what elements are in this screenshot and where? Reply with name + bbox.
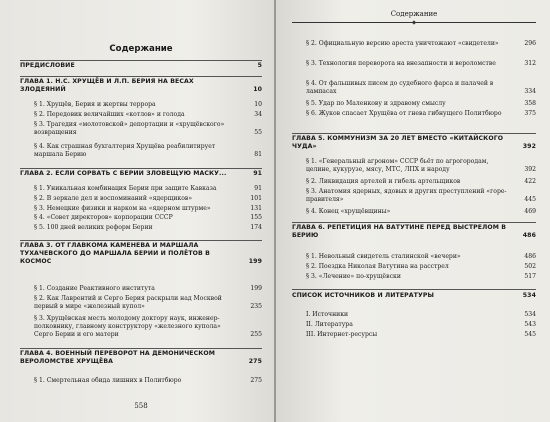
toc-entry-title: § 3. Хрущёвская месть молодому доктору наук, инженер-полковнику, главному конструктору «железного купола» Серго Берии и его матери: [34, 315, 221, 338]
toc-section[interactable]: [292, 80, 536, 96]
toc-section[interactable]: [292, 273, 536, 281]
toc-section[interactable]: [20, 205, 262, 213]
header-ornament: [412, 20, 416, 24]
toc-entry-page: 155: [250, 214, 262, 221]
toc-entry-page: 312: [524, 60, 536, 67]
toc-entry-title: § 1. «Генеральный агроном» СССР бьёт по агрогородам, целине, кукурузе, мясу, МТС, ЛПХ и народу: [306, 158, 489, 173]
toc-section[interactable]: [20, 111, 262, 119]
toc-entry-page: 486: [522, 232, 536, 239]
toc-entry-page: 517: [524, 273, 536, 280]
toc-entry-title: ГЛАВА 6. РЕПЕТИЦИЯ НА ВАТУТИНЕ ПЕРЕД ВЫСТРЕЛОМ В БЕРИЮ: [292, 224, 507, 239]
divider: [20, 60, 262, 61]
toc-entry-page: 10: [253, 86, 262, 93]
toc-entry-title: § 2. Передовик величайших «котлов» и голода: [34, 111, 185, 118]
toc-entry-title: § 5. Удар по Маленкову и здравому смыслу: [306, 100, 446, 107]
toc-section[interactable]: [20, 121, 262, 137]
toc-chapter-3[interactable]: [20, 242, 262, 266]
toc-entry-page: 5: [257, 62, 262, 69]
toc-entry-title: СПИСОК ИСТОЧНИКОВ И ЛИТЕРАТУРЫ: [292, 292, 435, 299]
toc-entry-title: II. Литература: [306, 321, 353, 328]
toc-entry-title: ГЛАВА 5. КОММУНИЗМ ЗА 20 ЛЕТ ВМЕСТО «КИТАЙСКОГО ЧУДА»: [292, 135, 504, 150]
toc-section[interactable]: [292, 60, 536, 68]
toc-section[interactable]: [20, 101, 262, 109]
toc-section[interactable]: [20, 224, 262, 232]
toc-entry-title: § 4. «Совет директоров» корпорации СССР: [34, 214, 173, 221]
page-title: Содержание: [109, 44, 173, 54]
toc-entry-title: § 1. Уникальная комбинация Берии при защите Кавказа: [34, 185, 217, 192]
toc-section[interactable]: [292, 208, 536, 216]
divider: [292, 222, 536, 223]
toc-entry-page: 469: [524, 208, 536, 215]
toc-entry-page: 55: [254, 129, 262, 136]
divider: [20, 168, 262, 169]
toc-bibliography[interactable]: [292, 292, 536, 300]
toc-entry-page: 235: [250, 303, 262, 310]
toc-entry-page: 91: [254, 185, 262, 192]
toc-entry-page: 334: [524, 88, 536, 95]
toc-entry-page: 422: [524, 178, 536, 185]
toc-section[interactable]: [20, 315, 262, 339]
divider: [20, 76, 262, 77]
divider: [292, 133, 536, 134]
toc-entry-title: § 6. Жуков спасает Хрущёва от гнева гибнущего Политбюро: [306, 110, 502, 117]
toc-entry-page: 10: [254, 101, 262, 108]
toc-section[interactable]: [292, 40, 536, 48]
toc-entry-page: 275: [250, 377, 262, 384]
toc-entry-title: I. Источники: [306, 311, 349, 318]
toc-entry-page: 199: [248, 258, 262, 265]
toc-entry-title: § 1. Невольный свидетель сталинской «вечери»: [306, 253, 461, 260]
toc-section[interactable]: [20, 214, 262, 222]
toc-chapter-1[interactable]: [20, 78, 262, 94]
toc-section[interactable]: [292, 110, 536, 118]
toc-chapter-5[interactable]: [292, 135, 536, 151]
toc-entry-page: 34: [254, 111, 262, 118]
toc-entry-title: III. Интернет-ресурсы: [306, 331, 378, 338]
toc-entry-page: 545: [524, 331, 536, 338]
toc-section[interactable]: [292, 188, 536, 204]
toc-section[interactable]: [292, 331, 536, 339]
toc-entry-page: 91: [253, 170, 262, 177]
toc-entry-page: 81: [254, 151, 262, 158]
toc-entry-title: § 2. В зеркале дел и воспоминаний «ядерщиков»: [34, 195, 193, 202]
toc-section[interactable]: [292, 263, 536, 271]
toc-entry-page: 375: [524, 110, 536, 117]
toc-entry-page: 199: [250, 285, 262, 292]
toc-entry-title: ГЛАВА 2. ЕСЛИ СОРВАТЬ С БЕРИИ ЗЛОВЕЩУЮ МАСКУ...: [20, 170, 227, 177]
toc-entry-title: § 1. Создание Реактивного института: [34, 285, 155, 292]
toc-entry-page: 275: [248, 358, 262, 365]
divider: [20, 348, 262, 349]
toc-entry-page: 486: [524, 253, 536, 260]
toc-section[interactable]: [292, 253, 536, 261]
toc-entry-page: 174: [250, 224, 262, 231]
toc-entry-title: § 4. Конец «хрущёвщины»: [306, 208, 391, 215]
divider: [20, 240, 262, 241]
toc-entry-title: ПРЕДИСЛОВИЕ: [20, 62, 75, 69]
toc-section[interactable]: [292, 100, 536, 108]
toc-entry-title: § 3. Анатомия ядерных, ядовых и других преступлений «горе-правителя»: [306, 188, 507, 203]
toc-entry-title: § 2. Поездка Николая Ватутина на расстрел: [306, 263, 449, 270]
toc-entry-title: § 4. От фальшивых писем до судебного фарса и палачей в лампасах: [306, 80, 494, 95]
toc-entry-page: 131: [250, 205, 262, 212]
toc-section[interactable]: [292, 178, 536, 186]
toc-section[interactable]: [20, 285, 262, 293]
toc-chapter-6[interactable]: [292, 224, 536, 240]
toc-entry-page: 255: [250, 331, 262, 338]
toc-section[interactable]: [20, 195, 262, 203]
toc-chapter-4[interactable]: [20, 350, 262, 366]
toc-entry-title: ГЛАВА 1. Н.С. ХРУЩЁВ И Л.П. БЕРИЯ НА ВЕСАХ ЗЛОДЕЯНИЙ: [20, 78, 194, 93]
toc-entry-page: 445: [524, 196, 536, 203]
toc-entry-page: 392: [522, 143, 536, 150]
toc-section[interactable]: [20, 185, 262, 193]
toc-entry-page: 502: [524, 263, 536, 270]
toc-entry-title: ГЛАВА 3. ОТ ГЛАВКОМА КАМЕНЕВА И МАРШАЛА ТУХАЧЕВСКОГО ДО МАРШАЛА БЕРИИ И ПОЛЁТОВ В КОСМОС: [20, 242, 210, 265]
toc-entry-title: ГЛАВА 4. ВОЕННЫЙ ПЕРЕВОРОТ НА ДЕМОНИЧЕСКОМ ВЕРОЛОМСТВЕ ХРУЩЁВА: [20, 350, 216, 365]
right-page: [276, 0, 550, 422]
toc-chapter-preface[interactable]: [20, 62, 262, 70]
toc-entry-title: § 2. Официальную версию ареста уничтожают «свидетели»: [306, 40, 499, 47]
running-head: Содержание: [390, 10, 438, 18]
toc-entry-title: § 3. «Лечение» по-хрущёвски: [306, 273, 401, 280]
toc-entry-page: 101: [250, 195, 262, 202]
toc-entry-title: § 3. Немецкие физики и нарком на «ядерном штурме»: [34, 205, 211, 212]
toc-entry-title: § 3. Технология переворота на внезапности и вероломстве: [306, 60, 496, 67]
toc-entry-title: § 2. Как Лаврентий и Серго Берия раскрыли над Москвой первый в мире «железный купол»: [34, 295, 222, 310]
toc-section[interactable]: [20, 143, 262, 159]
toc-entry-page: 543: [524, 321, 536, 328]
left-page: Содержание ПРЕДИСЛОВИЕ 5 ГЛАВА 1. Н.С. ХРУЩЁВ И Л.П. БЕРИЯ НА ВЕСАХ ЗЛОДЕЯНИЙ 10 § 1. Хрущёв, Берия и жертвы террора 10 § 2. Передовик величайших «котлов» и голода 34 § 3. Трагедия «молотовской» депортации и «хрущёвского» возвращения 55 § 4. Как страшная бухгалтерия Хрущёва реабилитирует маршала Берию 81 ГЛАВА 2. ЕСЛИ СОРВАТЬ С БЕРИИ ЗЛОВЕЩУЮ МАСКУ... 91 § 1. Уникальная комбинация Берии при защите Кавказа 91 § 2. В зеркале дел и воспоминаний «ядерщиков» 101 § 3. Немецкие физики и нарком на «ядерном штурме» 131 § 4. «Совет директоров» корпорации СССР 155 § 5. 100 дней великих реформ Берии 174 ГЛАВА 3. ОТ ГЛАВКОМА КАМЕНЕВА И МАРШАЛА ТУХАЧЕВСКОГО ДО МАРШАЛА БЕРИИ И ПОЛЁТОВ В КОСМОС 199 § 1. Создание Реактивного института 199 § 2. Как Лаврентий и Серго Берия раскрыли над Москвой первый в мире «железный купол» 235 § 3. Хрущёвская месть молодому доктору наук, инженер-полковнику, главному конструктору «железного купола» Серго Берии и его матери 255 ГЛАВА 4. ВОЕННЫЙ ПЕРЕВОРОТ НА ДЕМОНИЧЕСКОМ ВЕРОЛОМСТВЕ ХРУЩЁВА 275 § 1. Смертельная обида лишних в Политбюро 275 558: [0, 0, 274, 422]
toc-section[interactable]: [292, 311, 536, 319]
toc-entry-page: 534: [522, 292, 536, 299]
toc-entry-title: § 2. Ликвидация артелей и гибель артельщиков: [306, 178, 461, 185]
toc-entry-page: 358: [524, 100, 536, 107]
toc-entry-title: § 4. Как страшная бухгалтерия Хрущёва реабилитирует маршала Берию: [34, 143, 216, 158]
toc-entry-title: § 3. Трагедия «молотовской» депортации и «хрущёвского» возвращения: [34, 121, 225, 136]
toc-entry-page: 534: [524, 311, 536, 318]
toc-entry-title: § 1. Хрущёв, Берия и жертвы террора: [34, 101, 156, 108]
toc-entry-title: § 5. 100 дней великих реформ Берии: [34, 224, 153, 231]
toc-section[interactable]: [292, 158, 536, 174]
toc-section[interactable]: [20, 295, 262, 311]
divider: [292, 289, 536, 290]
toc-section[interactable]: [292, 321, 536, 329]
toc-chapter-2[interactable]: [20, 170, 262, 178]
toc-section[interactable]: [20, 377, 262, 385]
toc-entry-page: 392: [524, 166, 536, 173]
toc-entry-page: 296: [524, 40, 536, 47]
toc-entry-title: § 1. Смертельная обида лишних в Политбюро: [34, 377, 182, 384]
